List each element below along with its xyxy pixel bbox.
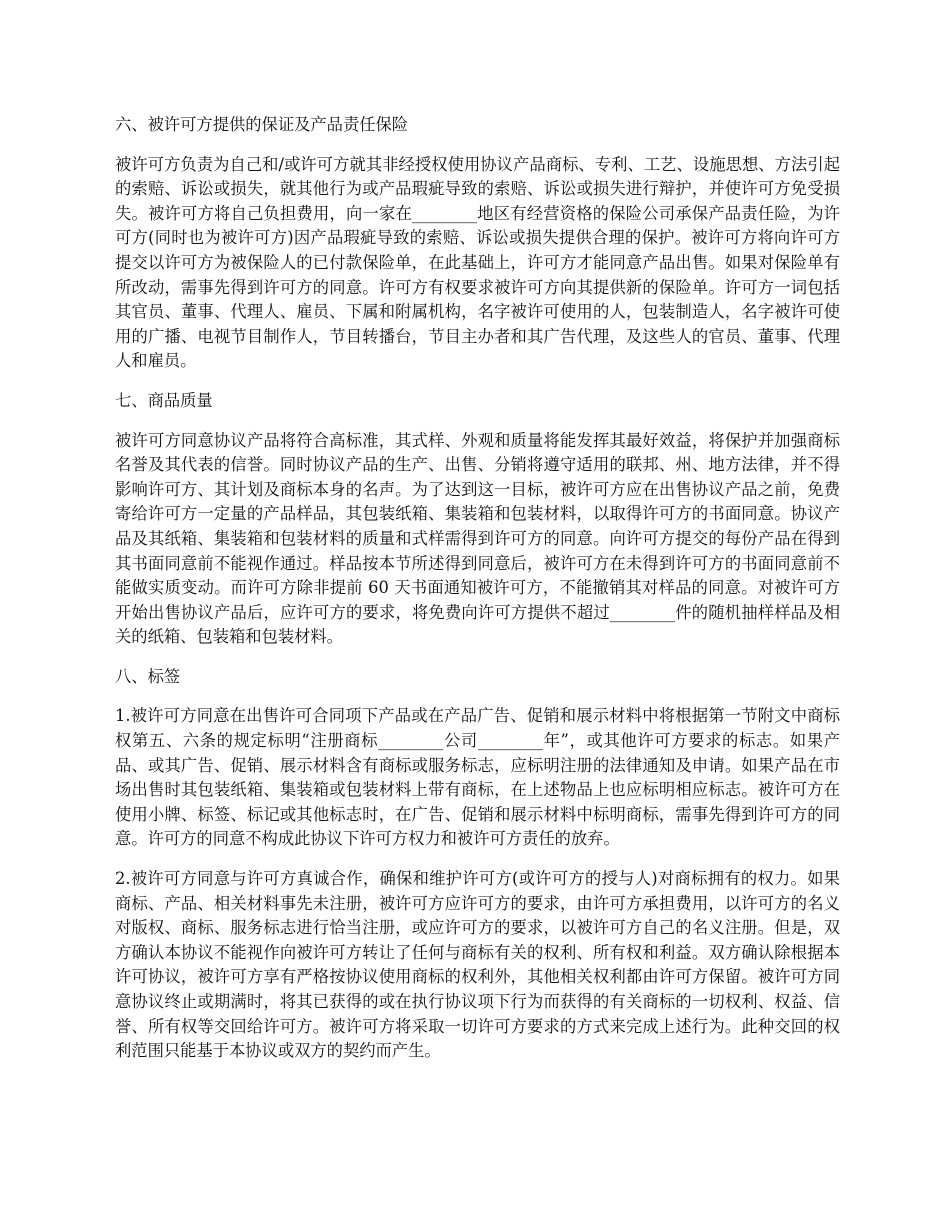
section-paragraph: 被许可方同意协议产品将符合高标准，其式样、外观和质量将能发挥其最好效益，将保护并加强商标名誉及其代表的信誉。同时协议产品的生产、出售、分销将遵守适用的联邦、州、地方法律，并不得影响许可方、其计划及商标本身的名声。为了达到这一目标，被许可方应在出售协议产品之前，免费寄给许可方一定量的产品样品，其包装纸箱、集装箱和包装材料，以取得许可方的书面同意。协议产品及其纸箱、集装箱和包装材料的质量和式样需得到许可方的同意。向许可方提交的每份产品在得到其书面同意前不能视作通过。样品按本节所述得到同意后，被许可方在未得到许可方的书面同意前不能做实质变动。而许可方除非提前 60 天书面通知被许可方，不能撤销其对样品的同意。对被许可方开始出售协议产品后，应许可方的要求，将免费向许可方提供不超过________件的随机抽样样品及相关的纸箱、包装箱和包装材料。 xyxy=(115,430,840,647)
section-paragraph: 1.被许可方同意在出售许可合同项下产品或在产品广告、促销和展示材料中将根据第一节附文中商标权第五、六条的规定标明“注册商标________公司________年”，或其他许可方要求的标志。如果产品、或其广告、促销、展示材料含有商标或服务标志，应标明注册的法律通知及申请。如果产品在市场出售时其包装纸箱、集装箱或包装材料上带有商标，在上述物品上也应标明相应标志。被许可方在使用小牌、标签、标记或其他标志时，在广告、促销和展示材料中标明商标，需事先得到许可方的同意。许可方的同意不构成此协议下许可方权力和被许可方责任的放弃。 xyxy=(115,706,840,849)
section-heading: 七、商品质量 xyxy=(115,390,213,410)
document-body xyxy=(115,113,840,1079)
section-heading: 八、标签 xyxy=(115,666,181,686)
section-8 xyxy=(115,665,840,1064)
section-paragraph: 被许可方负责为自己和/或许可方就其非经授权使用协议产品商标、专利、工艺、设施思想、方法引起的索赔、诉讼或损失，就其他行为或产品瑕疵导致的索赔、诉讼或损失进行辩护，并使许可方免受损失。被许可方将自己负担费用，向一家在________地区有经营资格的保险公司承保产品责任险，为许可方(同时也为被许可方)因产品瑕疵导致的索赔、诉讼或损失提供合理的保护。被许可方将向许可方提交以许可方为被保险人的已付款保险单，在此基础上，许可方才能同意产品出售。如果对保险单有所改动，需事先得到许可方的同意。许可方有权要求被许可方向其提供新的保险单。许可方一词包括其官员、董事、代理人、雇员、下属和附属机构，名字被许可使用的人，包装制造人，名字被许可使用的广播、电视节目制作人，节目转播台，节目主办者和其广告代理，及这些人的官员、董事、代理人和雇员。 xyxy=(115,154,840,371)
section-6 xyxy=(115,113,840,374)
section-heading: 六、被许可方提供的保证及产品责任保险 xyxy=(115,115,409,134)
section-7 xyxy=(115,389,840,650)
section-paragraph: 2.被许可方同意与许可方真诚合作，确保和维护许可方(或许可方的授与人)对商标拥有的权力。如果商标、产品、相关材料事先未注册，被许可方应许可方的要求，由许可方承担费用，以许可方的名义对版权、商标、服务标志进行恰当注册，或应许可方的要求，以被许可方自己的名义注册。但是，双方确认本协议不能视作向被许可方转让了任何与商标有关的权利、所有权和利益。双方确认除根据本许可协议，被许可方享有严格按协议使用商标的权利外，其他相关权利都由许可方保留。被许可方同意协议终止或期满时，将其已获得的或在执行协议项下行为而获得的有关商标的一切权利、权益、信誉、所有权等交回给许可方。被许可方将采取一切许可方要求的方式来完成上述行为。此种交回的权利范围只能基于本协议或双方的契约而产生。 xyxy=(115,869,840,1061)
